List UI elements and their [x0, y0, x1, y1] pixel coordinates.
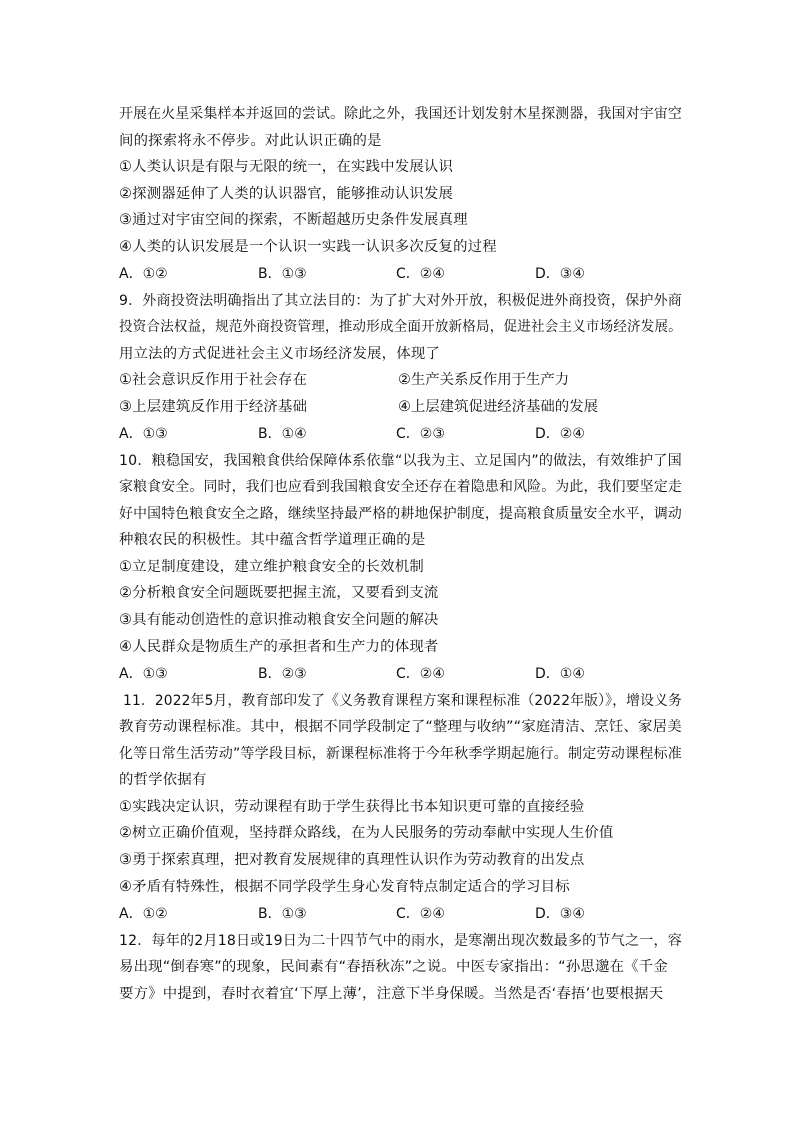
- q11-option-c: C．②④: [396, 906, 445, 922]
- q9-item-1: ①社会意识反作用于社会存在: [119, 372, 308, 388]
- q11-stem-line-2: 教育劳动课程标准。其中，根据不同学段制定了“整理与收纳”“家庭清洁、烹饪、家居美: [119, 719, 682, 735]
- q9-item-2: ②生产关系反作用于生产力: [398, 372, 570, 388]
- q9-option-a: A．①③: [119, 426, 168, 442]
- q10-item-4: ④人民群众是物质生产的承担者和生产力的体现者: [119, 639, 439, 655]
- q8-item-2: ②探测器延伸了人类的认识器官，能够推动认识发展: [119, 186, 454, 202]
- q8-option-d: D．③④: [535, 266, 585, 282]
- q11-option-a: A．①②: [119, 906, 168, 922]
- q9-stem-line-3: 用立法的方式促进社会主义市场经济发展，体现了: [119, 346, 440, 362]
- q9-item-3: ③上层建筑反作用于经济基础: [119, 399, 308, 415]
- q10-stem-line-1: 10．粮稳国安，我国粮食供给保障体系依靠“以我为主、立足国内”的做法，有效维护了国: [119, 453, 682, 469]
- q9-stem-line-1: 9．外商投资法明确指出了其立法目的：为了扩大对外开放，积极促进外商投资，保护外商: [119, 293, 683, 309]
- q10-option-c: C．②④: [396, 666, 445, 682]
- q11-stem-line-1: 11．2022年5月，教育部印发了《义务教育课程方案和课程标准（2022年版）》，增设义务: [123, 693, 683, 709]
- q11-item-4: ④矛盾有特殊性，根据不同学段学生身心发育特点制定适合的学习目标: [119, 879, 570, 895]
- q8-stem-line-1: 开展在火星采集样本并返回的尝试。除此之外，我国还计划发射木星探测器，我国对宇宙空: [119, 106, 682, 122]
- q12-stem-line-2: 易出现“倒春寒”的现象，民间素有“春捂秋冻”之说。中医专家指出：“孙思邈在《千金: [119, 959, 668, 975]
- q12-stem-line-3: 要方》中提到，春时衣着宜‘下厚上薄’，注意下半身保暖。当然是否‘春捂’也要根据天: [119, 986, 664, 1002]
- q10-item-3: ③具有能动创造性的意识推动粮食安全问题的解决: [119, 612, 439, 628]
- q11-option-b: B．①③: [258, 906, 307, 922]
- q10-option-d: D．①④: [535, 666, 585, 682]
- q9-option-d: D．②④: [535, 426, 585, 442]
- q8-item-1: ①人类认识是有限与无限的统一，在实践中发展认识: [119, 159, 454, 175]
- q10-option-a: A．①③: [119, 666, 168, 682]
- q10-item-1: ①立足制度建设，建立维护粮食安全的长效机制: [119, 559, 424, 575]
- q8-option-a: A．①②: [119, 266, 168, 282]
- q11-stem-line-4: 的哲学依据有: [119, 772, 207, 788]
- q10-item-2: ②分析粮食安全问题既要把握主流，又要看到支流: [119, 585, 439, 601]
- q10-option-b: B．②③: [258, 666, 307, 682]
- q8-item-3: ③通过对宇宙空间的探索，不断超越历史条件发展真理: [119, 212, 468, 228]
- q9-option-b: B．①④: [258, 426, 307, 442]
- q8-option-c: C．②④: [396, 266, 445, 282]
- q9-stem-line-2: 投资合法权益，规范外商投资管理，推动形成全面开放新格局，促进社会主义市场经济发展。: [119, 319, 682, 335]
- q10-stem-line-4: 种粮农民的积极性。其中蕴含哲学道理正确的是: [119, 532, 426, 548]
- q8-option-b: B．①③: [258, 266, 307, 282]
- q11-item-2: ②树立正确价值观，坚持群众路线，在为人民服务的劳动奉献中实现人生价值: [119, 825, 614, 841]
- q9-item-4: ④上层建筑促进经济基础的发展: [398, 399, 598, 415]
- q11-stem-line-3: 化等日常生活劳动”等学段目标，新课程标准将于今年秋季学期起施行。制定劳动课程标准: [119, 746, 682, 762]
- q8-item-4: ④人类的认识发展是一个认识一实践一认识多次反复的过程: [119, 239, 497, 255]
- q8-stem-line-2: 间的探索将永不停步。对此认识正确的是: [119, 133, 382, 149]
- q12-stem-line-1: 12．每年的2月18日或19日为二十四节气中的雨水，是寒潮出现次数最多的节气之一，容: [119, 933, 682, 949]
- q9-option-c: C．②③: [396, 426, 445, 442]
- q10-stem-line-2: 家粮食安全。同时，我们也应看到我国粮食安全还存在着隐患和风险。为此，我们要坚定走: [119, 479, 682, 495]
- q10-stem-line-3: 好中国特色粮食安全之路，继续坚持最严格的耕地保护制度，提高粮食质量安全水平，调动: [119, 506, 682, 522]
- q11-item-3: ③勇于探索真理，把对教育发展规律的真理性认识作为劳动教育的出发点: [119, 852, 585, 868]
- q11-item-1: ①实践决定认识，劳动课程有助于学生获得比书本知识更可靠的直接经验: [119, 799, 585, 815]
- q11-option-d: D．③④: [535, 906, 585, 922]
